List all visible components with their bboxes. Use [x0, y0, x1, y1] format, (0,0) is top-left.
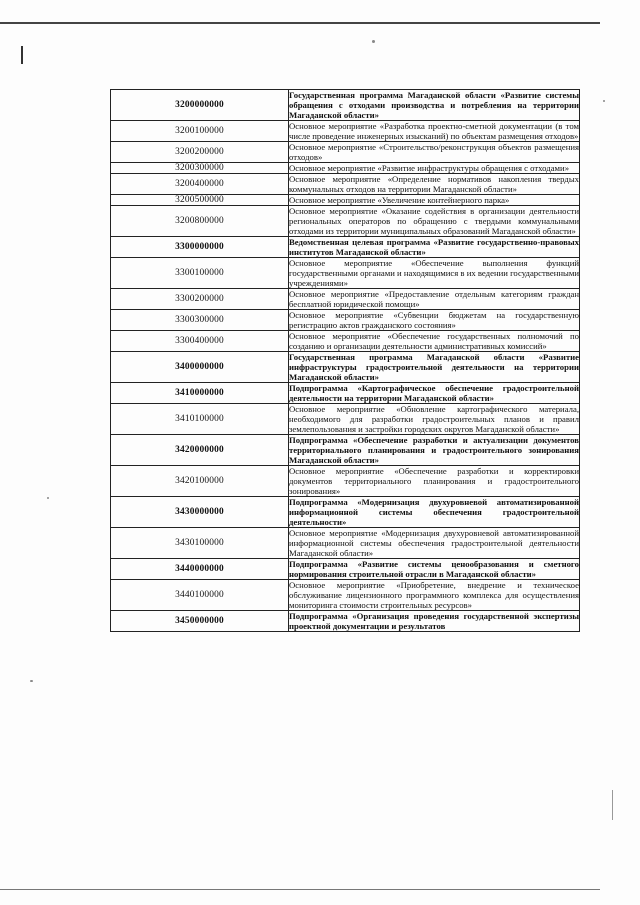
program-code-cell: 3200500000 — [111, 195, 289, 206]
table-row — [111, 559, 580, 580]
table-row — [111, 163, 580, 174]
program-code-cell: 3200000000 — [111, 90, 289, 121]
program-description-cell: Ведомственная целевая программа «Развитие государственно-правовых институтов Магаданской области» — [289, 237, 579, 257]
program-description-cell: Основное мероприятие «Обеспечение государственных полномочий по созданию и организации деятельности административных комиссий» — [289, 331, 579, 351]
table-row — [111, 174, 580, 195]
program-description-cell: Подпрограмма «Модернизация двухуровневой автоматизированной информационной системы обеспечения градостроительной деятельности» — [289, 497, 579, 527]
table-row — [111, 310, 580, 331]
table-row — [111, 142, 580, 163]
table-row — [111, 195, 580, 206]
program-code-cell: 3200800000 — [111, 206, 289, 237]
program-description-cell: Подпрограмма «Развитие системы ценообразования и сметного нормирования строительной отрасли в Магаданской области» — [289, 559, 579, 579]
program-description-cell: Основное мероприятие «Разработка проектно-сметной документации (в том числе проведение инженерных изысканий) по объектам размещения отходов» — [289, 121, 579, 141]
scan-edge-mark — [21, 46, 23, 64]
program-description-cell: Основное мероприятие «Увеличение контейнерного парка» — [289, 195, 580, 206]
program-description-cell: Основное мероприятие «Обеспечение выполнения функций государственными органами и находящимися в их ведении государственными учреждениями» — [289, 258, 579, 288]
program-description-cell: Подпрограмма «Обеспечение разработки и актуализации документов территориального планирования и градостроительного зонирования Магаданской области» — [289, 435, 579, 465]
scan-speck — [372, 40, 375, 43]
program-code-cell: 3410000000 — [111, 383, 289, 404]
scan-bottom-border — [0, 889, 600, 890]
program-code-cell: 3440100000 — [111, 580, 289, 611]
program-description-cell: Основное мероприятие «Определение нормативов накопления твердых коммунальных отходов на территории Магаданской области» — [289, 174, 579, 194]
program-code-cell: 3410100000 — [111, 404, 289, 435]
table-row — [111, 528, 580, 559]
table-row — [111, 466, 580, 497]
scan-speck — [47, 497, 49, 499]
program-description-cell: Основное мероприятие «Субвенции бюджетам на государственную регистрацию актов гражданского состояния» — [289, 310, 579, 330]
table-row — [111, 331, 580, 352]
table-row — [111, 611, 580, 632]
program-code-cell: 3300100000 — [111, 258, 289, 289]
program-description-cell: Подпрограмма «Картографическое обеспечение градостроительной деятельности на территории Магаданской области» — [289, 383, 579, 403]
program-description-cell: Подпрограмма «Организация проведения государственной экспертизы проектной документации и результатов — [289, 611, 579, 631]
program-code-cell: 3430000000 — [111, 497, 289, 528]
table-row — [111, 435, 580, 466]
table-row — [111, 497, 580, 528]
table-row — [111, 237, 580, 258]
program-code-cell: 3200300000 — [111, 163, 289, 174]
table-row — [111, 121, 580, 142]
scan-speck — [603, 100, 605, 102]
table-row — [111, 352, 580, 383]
table-row — [111, 404, 580, 435]
table-row — [111, 580, 580, 611]
scan-speck — [30, 680, 33, 682]
table-row — [111, 289, 580, 310]
program-code-cell: 3450000000 — [111, 611, 289, 632]
program-code-cell: 3300200000 — [111, 289, 289, 310]
program-code-cell: 3420000000 — [111, 435, 289, 466]
program-code-cell: 3300300000 — [111, 310, 289, 331]
program-description-cell: Основное мероприятие «Обеспечение разработки и корректировки документов территориального планирования и градостроительного зонирования» — [289, 466, 579, 496]
table-row — [111, 258, 580, 289]
table-row — [111, 383, 580, 404]
program-description-cell: Основное мероприятие «Приобретение, внедрение и техническое обслуживание лицензионного программного комплекса для осуществления мониторинга стоимости строительных ресурсов» — [289, 580, 579, 610]
scan-top-border — [0, 22, 600, 24]
program-code-cell: 3200200000 — [111, 142, 289, 163]
program-description-cell: Основное мероприятие «Строительство/реконструкция объектов размещения отходов» — [289, 142, 579, 162]
program-code-cell: 3200100000 — [111, 121, 289, 142]
program-codes-table — [110, 89, 580, 632]
program-code-cell: 3400000000 — [111, 352, 289, 383]
program-description-cell: Основное мероприятие «Оказание содействия в организации деятельности региональных операторов по обращению с твердыми коммунальными отходами из территории муниципальных образований Магаданской области» — [289, 206, 579, 236]
program-description-cell: Государственная программа Магаданской области «Развитие системы обращения с отходами производства и потребления на территории Магаданской области» — [289, 90, 579, 120]
table-body — [111, 90, 580, 632]
program-code-cell: 3300000000 — [111, 237, 289, 258]
program-description-cell: Основное мероприятие «Обновление картографического материала, необходимого для разработки градостроительных планов и правил землепользования и застройки городских округов Магаданской области» — [289, 404, 579, 434]
program-code-cell: 3300400000 — [111, 331, 289, 352]
program-description-cell: Основное мероприятие «Предоставление отдельным категориям граждан бесплатной юридической помощи» — [289, 289, 579, 309]
program-code-cell: 3440000000 — [111, 559, 289, 580]
table-row — [111, 206, 580, 237]
program-description-cell: Государственная программа Магаданской области «Развитие инфраструктуры градостроительной деятельности на территории Магаданской области» — [289, 352, 579, 382]
scan-edge-line — [612, 790, 613, 820]
table-row — [111, 90, 580, 121]
program-code-cell: 3200400000 — [111, 174, 289, 195]
program-description-cell: Основное мероприятие «Развитие инфраструктуры обращения с отходами» — [289, 163, 580, 174]
program-code-cell: 3430100000 — [111, 528, 289, 559]
program-code-cell: 3420100000 — [111, 466, 289, 497]
program-description-cell: Основное мероприятие «Модернизация двухуровневой автоматизированной информационной системы обеспечения градостроительной деятельности Магаданской области» — [289, 528, 579, 558]
